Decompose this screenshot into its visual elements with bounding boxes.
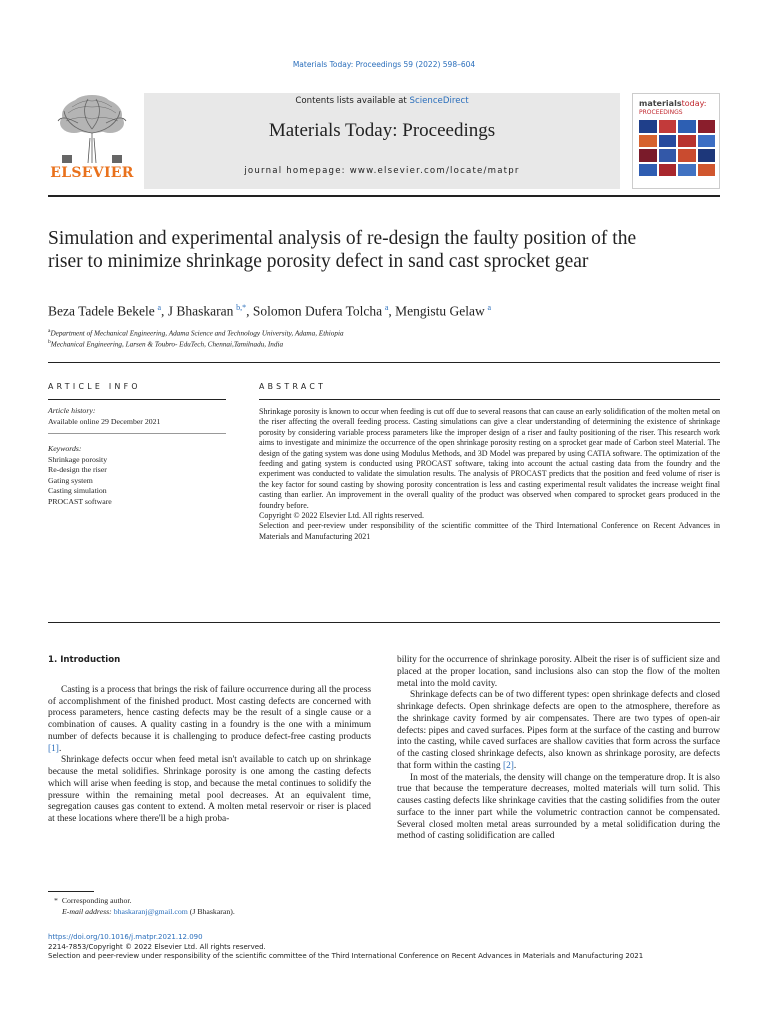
paragraph-text: . (58, 743, 62, 754)
affiliation-text: Mechanical Engineering, Larsen & Toubro- EduTech, Chennai,Tamilnadu, India (50, 340, 284, 349)
author-name[interactable]: Beza Tadele Bekele (48, 303, 155, 319)
header-rule (48, 362, 720, 363)
author-affiliation-marker[interactable]: a (384, 303, 389, 312)
affiliation-marker: a (48, 328, 51, 334)
paragraph-text: Shrinkage defects occur when feed metal isn't available to catch up on shrinkage because the metal solidifies. Shrinkage porosity is one among the casting defects which will arise when feeding is stop, and because the metal continues to solidify the pressure within the remaining metal pool decreases. At an equivalent time, segregation causes gas content to extend. A molten metal reservoir or riser is placed at these locations where there'll be a high proba- (48, 755, 371, 824)
history-label: Article history: (48, 406, 96, 415)
keyword-item: Casting simulation (48, 486, 107, 495)
abstract-copyright: Copyright © 2022 Elsevier Ltd. All rights reserved. (259, 511, 424, 521)
keyword-item: Re-design the riser (48, 465, 107, 474)
elsevier-wordmark: ELSEVIER (50, 165, 134, 181)
paragraph-text: Casting is a process that brings the risk of failure occurrence during all the process of accomplishment of the finished product. Most casting defects are concerned with process parameters, hence casting defects may be the result of a single cause or a combination of causes. A quality casting in a foundry is the one with a minimum number of defects because it is challenging to produce defect-free casting products (48, 684, 371, 742)
paragraph-text: . (513, 760, 517, 771)
contents-line (144, 96, 620, 106)
author-name[interactable]: Mengistu Gelaw (395, 303, 485, 319)
abstract-selection: Selection and peer-review under responsibility of the scientific committee of the Third International Conference on Recent Advances in Materials and Manufacturing 2021 (259, 521, 720, 541)
sciencedirect-link[interactable]: ScienceDirect (409, 96, 469, 106)
contents-prefix: Contents lists available at (295, 96, 410, 106)
journal-title: Materials Today: Proceedings (268, 120, 496, 141)
abstract-paragraph: Shrinkage porosity is known to occur when feeding is cut off due to several reasons that can cause an early solidification of the molten metal on the riser affecting the overall feeding process. Casting simulations can give a clear understanding of determining the existence of shrinkage porosity by considering variable process parameters like the improper design of a riser and faulty positioning of the riser. This research work aims to investigate and minimize the occurrence of the open shrinkage porosity resting on a sprocket gear made of Carbon steel Material. The design of the gating system was done using Modulus Methods, and 3D Model was prepared by using CATIA software. The optimization of the feeding and gating system is conducted using PROCAST software, taking into account the actual casting data from the foundry and the experiment was conducted to validate the simulation results. The analysis of PROCAST predicts that the position and feed volume of riser is the key factor for sound casting by showing porosity concentration is less and casting experimental result validates the increase weight final casting than earlier. An improvement in the overall quality of the product was observed when compared to sprocket gears produced in the foundry before. (259, 407, 720, 510)
abstract-body (259, 407, 720, 542)
body-left-column (48, 655, 371, 826)
affiliation-marker: b (48, 339, 51, 345)
cover-title (639, 100, 706, 108)
abstract-bottom-rule (48, 622, 720, 623)
corresponding-label: Corresponding author. (61, 896, 132, 905)
corresponding-author-footnote (48, 896, 371, 917)
citation-ref-link[interactable]: [2] (502, 760, 514, 771)
affiliation-b (48, 339, 283, 348)
author-list: Beza Tadele Bekele $^a$, J Bhaskaran $^{b,*}$, Solomon Dufera Tolcha $^a$, Mengistu Gelaw $^a$ (48, 303, 491, 319)
email-label: E-mail address: (62, 906, 112, 916)
history-value: Available online 29 December 2021 (48, 416, 161, 426)
article-info-label: ARTICLE INFO (48, 382, 141, 391)
paragraph-text: Shrinkage defects can be of two different types: open shrinkage defects and closed shrinkage defects. Open shrinkage defects are open to the atmosphere, therefore as the shrinkage cavity formed by air compensates. There are two types of open-air defects: pipes and caved surfaces. Pipes form at the surface of the casting and burrow into the casting, while caved surfaces are shallow cavities that form across the surface of the casting closed shrinkage defects, also known as shrinkage porosity, are defects that form within the casting (397, 690, 720, 771)
masthead (48, 93, 720, 189)
body-paragraph (397, 690, 720, 772)
journal-cover-thumbnail[interactable] (632, 93, 720, 189)
cover-title-a: materials (639, 99, 682, 108)
cover-title-b: today: (681, 99, 707, 108)
footnote-rule (48, 891, 94, 892)
keyword-item: Gating system (48, 475, 93, 485)
author-affiliation-marker[interactable]: a (487, 303, 491, 312)
abstract-label: ABSTRACT (259, 382, 327, 391)
bottom-selection-note: Selection and peer-review under responsibility of the scientific committee of the Third International Conference on Recent Advances in Materials and Manufacturing 2021 (48, 952, 644, 960)
journal-homepage-link[interactable]: journal homepage: www.elsevier.com/locate/matpr (244, 166, 520, 176)
author-affiliation-marker[interactable]: a (157, 303, 162, 312)
journal-band (144, 93, 620, 189)
cover-subtitle: PROCEEDINGS (639, 109, 683, 116)
keyword-item: Shrinkage porosity (48, 454, 108, 464)
masthead-rule (48, 195, 720, 197)
doi-link[interactable]: https://doi.org/10.1016/j.matpr.2021.12.090 (48, 933, 203, 941)
paragraph-text: In most of the materials, the density will change on the temperature drop. It is also true that because the temperature decreases, molted materials will turn solid. This causes casting defects like shrinkage cavities that the casting solidifies from the outer surface to the inner part while the volumetric contraction cannot be compensated. Several closed molten metal areas surrounded by a metal solidification during the method of casting solidification are called (397, 772, 720, 842)
author-name[interactable]: J Bhaskaran (167, 303, 234, 319)
article-info-rule (48, 399, 226, 400)
elsevier-logo[interactable] (48, 93, 136, 189)
elsevier-tree-icon (48, 93, 136, 165)
affiliation-a (48, 328, 344, 337)
article-title: Simulation and experimental analysis of re-design the faulty position of the riser to minimize shrinkage porosity defect in sand cast sprocket gear (48, 228, 637, 272)
paragraph-text: bility for the occurrence of shrinkage porosity. Albeit the riser is of sufficient size and placed at the proper location, sand inclusions also can stop the flow of the molten metal into the mold cavity. (397, 655, 720, 689)
affiliation-text: Department of Mechanical Engineering, Adama Science and Technology University, Adama, Ethiopia (50, 329, 344, 338)
bottom-metadata (48, 933, 720, 962)
journal-citation[interactable]: Materials Today: Proceedings 59 (2022) 598–604 (292, 60, 476, 69)
body-right-column (397, 655, 720, 843)
body-paragraph (48, 685, 371, 756)
history-divider (48, 433, 226, 434)
keywords-label: Keywords: (48, 444, 82, 453)
keywords-block (48, 444, 226, 507)
citation-ref-link[interactable]: [1] (48, 743, 59, 754)
issn-copyright: 2214-7853/Copyright © 2022 Elsevier Ltd. All rights reserved. (48, 942, 266, 951)
email-suffix: (J Bhaskaran). (187, 906, 235, 916)
article-history (48, 406, 226, 427)
author-affiliation-marker[interactable]: b,* (236, 303, 247, 312)
abstract-rule (259, 399, 720, 400)
author-email-link[interactable]: bhaskaranj@gmail.com (113, 906, 188, 916)
body-paragraph (397, 773, 720, 844)
body-paragraph (48, 755, 371, 826)
body-paragraph (397, 655, 720, 690)
cover-image-grid (639, 120, 715, 176)
section-heading: 1. Introduction (48, 655, 121, 665)
keyword-item: PROCAST software (48, 496, 112, 506)
author-name[interactable]: Solomon Dufera Tolcha (252, 303, 383, 319)
footnote-star: * (54, 896, 58, 905)
